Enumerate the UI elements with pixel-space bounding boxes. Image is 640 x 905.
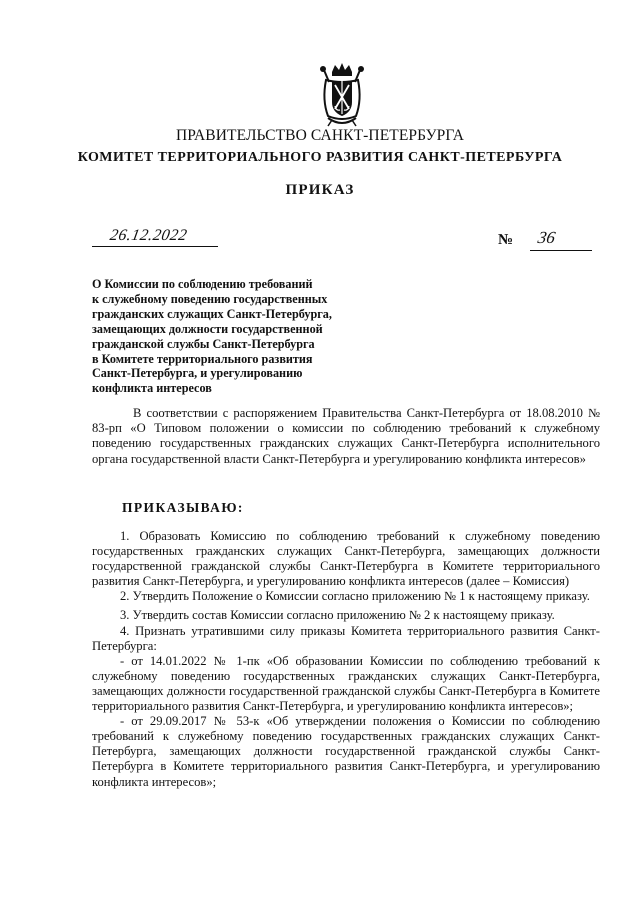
subject-line: гражданской службы Санкт-Петербурга: [92, 336, 315, 351]
order-item-4: 4. Признать утратившими силу приказы Комитета территориального развития Санкт-Петербурга:: [92, 623, 600, 653]
subject-line: О Комиссии по соблюдению требований: [92, 277, 313, 291]
document-type-title: ПРИКАЗ: [285, 182, 355, 198]
order-date-field: [92, 227, 218, 249]
government-title: ПРАВИТЕЛЬСТВО САНКТ-ПЕТЕРБУРГА: [175, 127, 465, 144]
order-item-4-subitem: - от 14.01.2022 № 1-пк «Об образовании Комиссии по соблюдению требований к служебному поведению государственных гражданских служащих Санкт-Петербурга, замещающих должности государственной гражданской службы Санкт-Петербурга в Комитете территориального развития Санкт-Петербурга, и урегулированию конфликта интересов»;: [92, 653, 600, 714]
order-word: ПРИКАЗЫВАЮ:: [122, 500, 244, 515]
coat-of-arms-icon: [318, 62, 366, 128]
order-number-field: [498, 228, 598, 254]
order-item-3: 3. Утвердить состав Комиссии согласно приложению № 2 к настоящему приказу.: [120, 608, 555, 623]
subject-line: замещающих должности государственной: [92, 321, 323, 336]
order-items: [92, 529, 600, 790]
order-item-2: 2. Утвердить Положение о Комиссии согласно приложению № 1 к настоящему приказу.: [120, 589, 590, 604]
handwritten-number: 36: [536, 228, 557, 247]
number-underline: [530, 250, 592, 251]
number-sign: №: [498, 232, 514, 248]
date-underline: [92, 246, 218, 247]
order-subject: [92, 277, 392, 396]
handwritten-date: 26.12.2022: [108, 227, 189, 244]
committee-title: КОМИТЕТ ТЕРРИТОРИАЛЬНОГО РАЗВИТИЯ САНКТ-ПЕТЕРБУРГА: [77, 150, 563, 165]
subject-line: Санкт-Петербурга, и урегулированию: [92, 366, 303, 381]
subject-line: в Комитете территориального развития: [92, 351, 313, 366]
order-item-1: 1. Образовать Комиссию по соблюдению требований к служебному поведению государственных гражданских служащих Санкт-Петербурга, замещающих должности государственной гражданской службы Санкт-Петербурга в Комитете территориального развития Санкт-Петербурга, и урегулированию конфликта интересов (далее – Комиссия): [92, 529, 600, 589]
subject-line: к служебному поведению государственных: [92, 291, 328, 306]
preamble-paragraph: В соответствии с распоряжением Правительства Санкт-Петербурга от 18.08.2010 № 83-рп «О Типовом положении о комиссии по соблюдению требований к служебному поведению государственных гражданских служащих Санкт-Петербурга исполнительного органа государственной власти Санкт-Петербурга и урегулированию конфликта интересов»: [92, 406, 600, 466]
subject-line: гражданских служащих Санкт-Петербурга,: [92, 306, 332, 321]
subject-line: конфликта интересов: [92, 381, 212, 396]
order-item-4-subitem: - от 29.09.2017 № 53-к «Об утверждении положения о Комиссии по соблюдению требований к служебному поведению государственных гражданских служащих Санкт-Петербурга, замещающих должности государственной гражданской службы Санкт-Петербурга в Комитете территориального развития Санкт-Петербурга, и урегулированию конфликта интересов»;: [92, 714, 600, 789]
